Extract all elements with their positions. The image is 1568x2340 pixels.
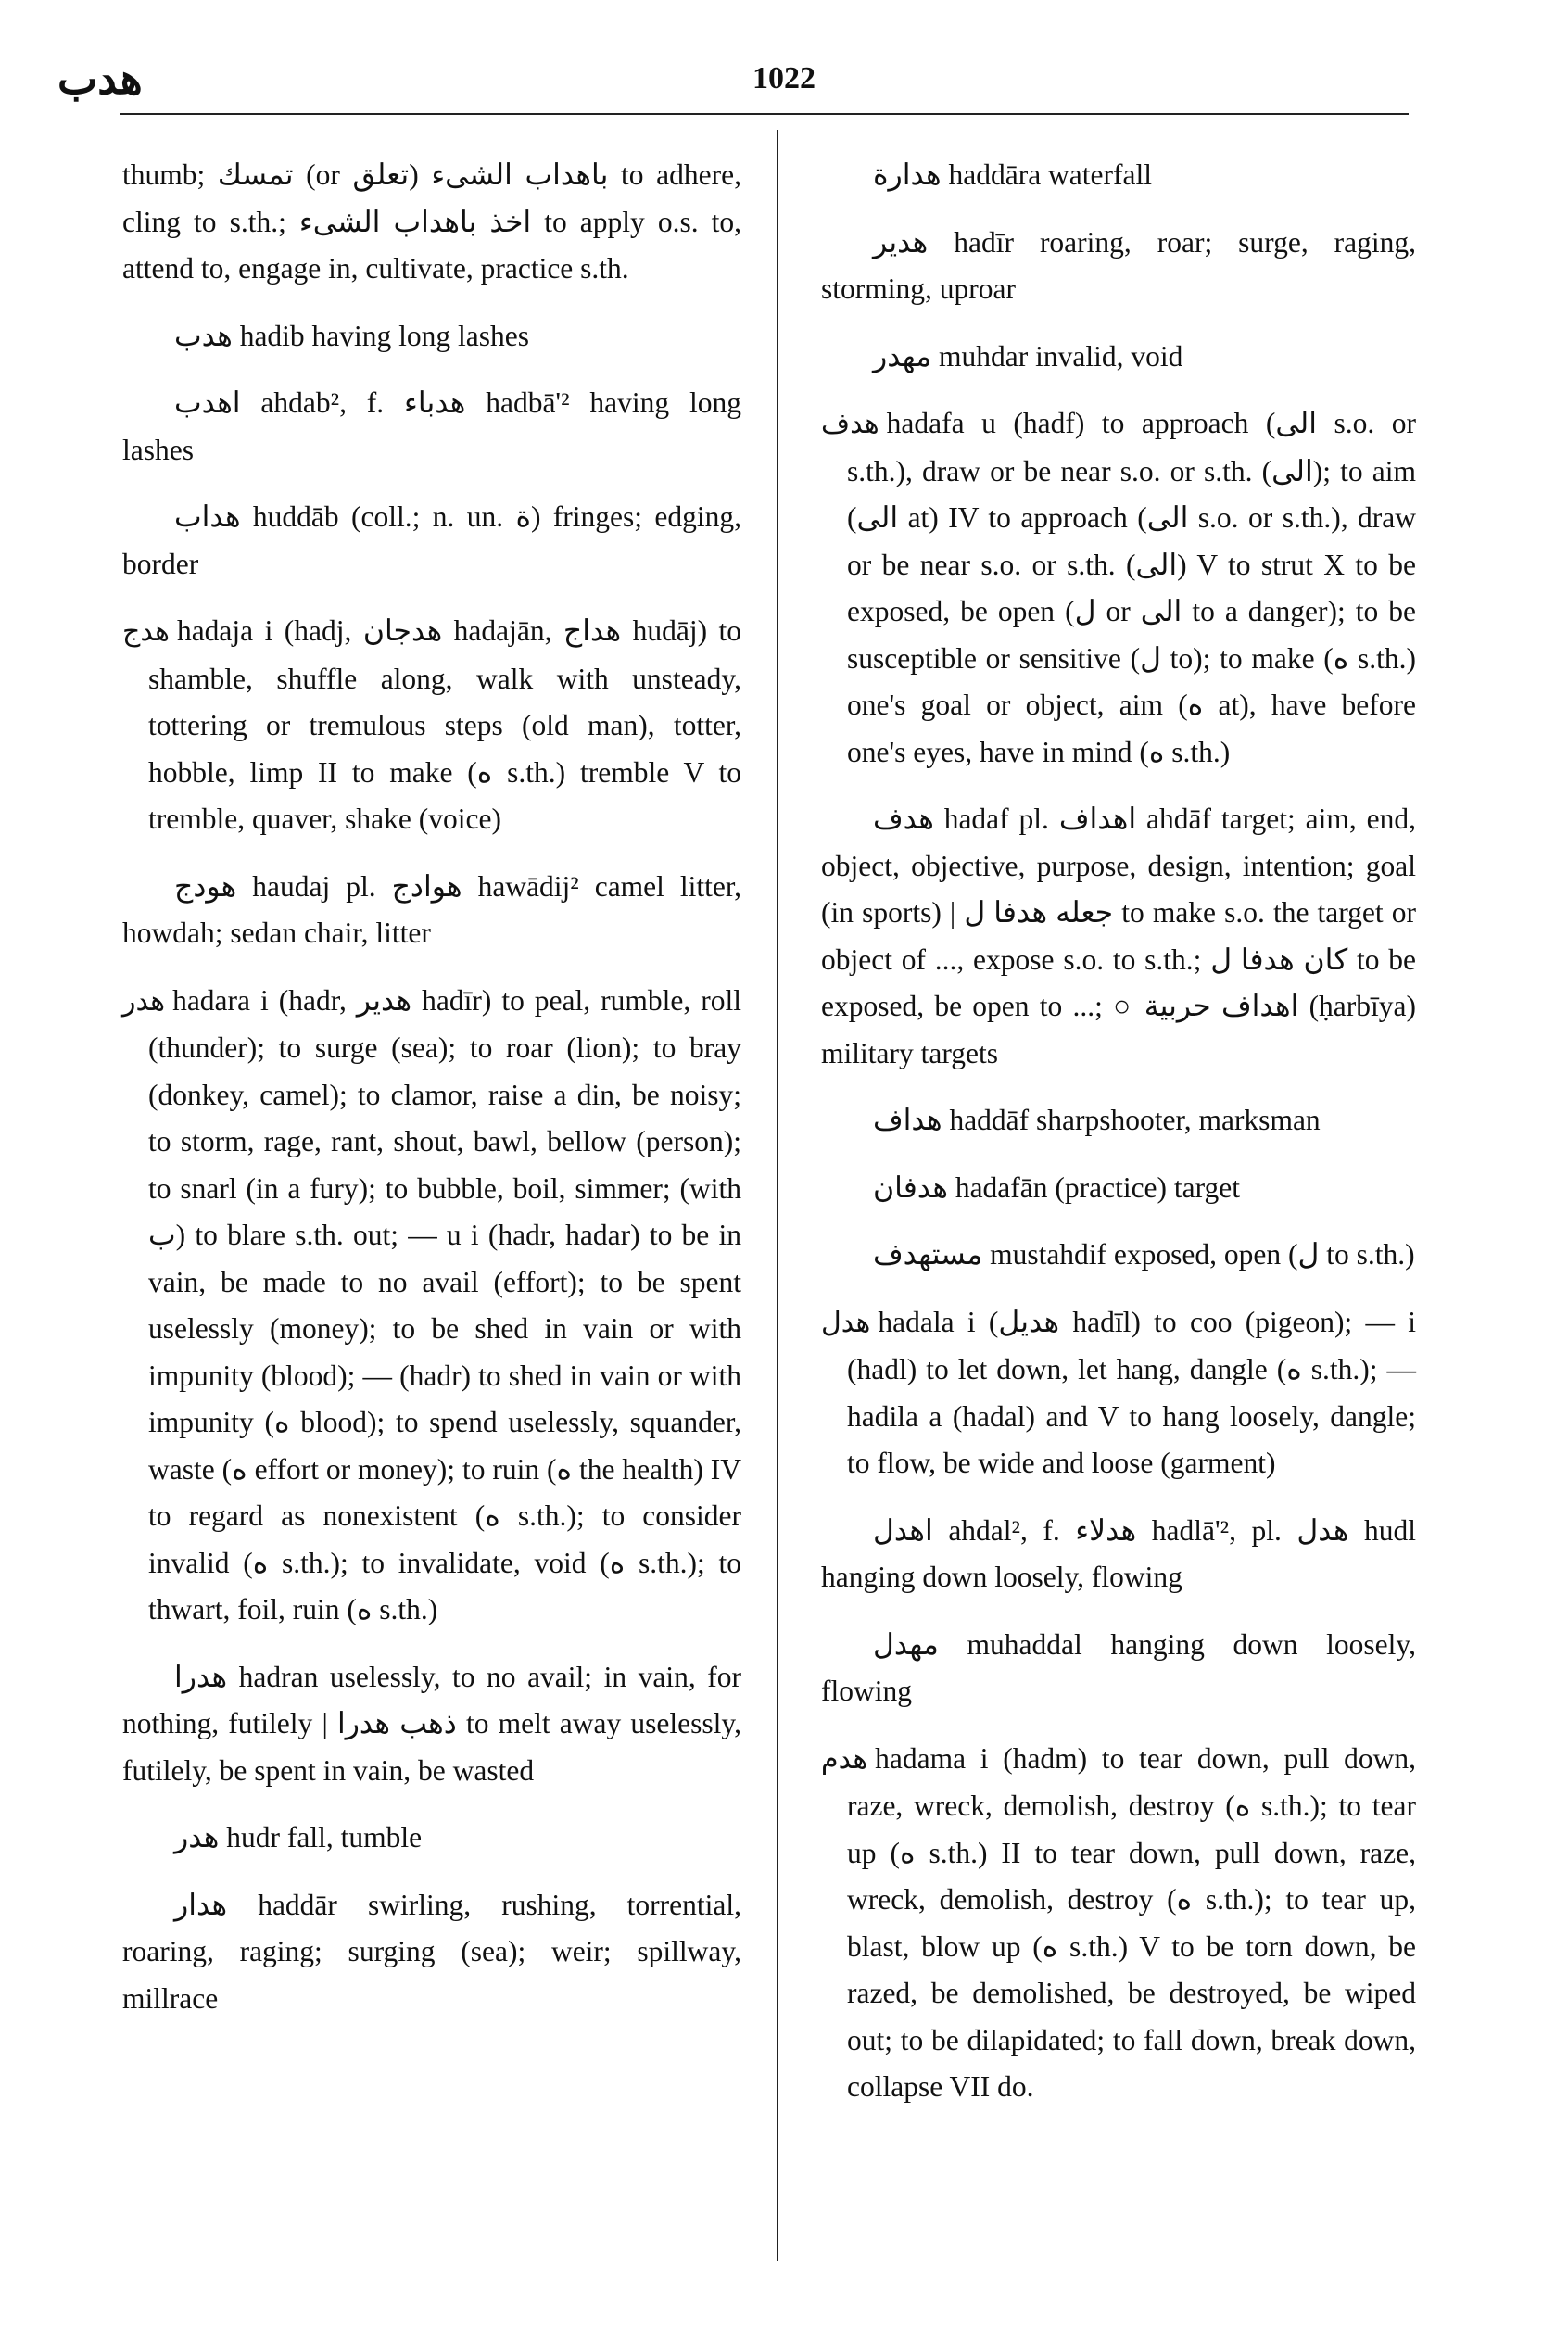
entry-text: hadala i (هديل hadīl) to coo (pigeon); — i (hadl) to let down, let hang, dangle (ه s.th.); — hadila a (hadal) and V to hang loosely, dangle; to flow, be wide and loose (garment) [847,1305,1416,1479]
dictionary-entry [122,1882,741,2023]
running-head: هدب [57,54,143,104]
dictionary-entry [122,494,741,588]
dictionary-entry [821,220,1416,313]
root-word: هدر [122,984,166,1018]
entry-text: هدفان hadafān (practice) target [873,1170,1241,1204]
page-header [0,0,1568,130]
entry-text: هودج haudaj pl. هوادج hawādij² camel litter, howdah; sedan chair, litter [122,869,742,949]
root-word: هدل [821,1306,871,1339]
dictionary-entry [821,1232,1416,1279]
entry-text: هدار haddār swirling, rushing, torrential, roaring, raging; surging (sea); weir; spillway, millrace [122,1888,741,2015]
entry-text: هداب huddāb (coll.; n. un. ة) fringes; edging, border [122,500,741,580]
dictionary-entry [821,1508,1416,1601]
entry-text: هدف hadaf pl. اهداف ahdāf target; aim, end, object, objective, purpose, design, intention; goal (in sports) | جعله هدفا ل to make s.o. the target or object of ..., expose s.o. to s.th.; كان هدفا ل to be exposed, be open to ...; ○ اهداف حربية (ḥarbīya) military targets [821,803,1417,1069]
root-word: هدم [821,1742,868,1776]
dictionary-entry [122,380,741,474]
entry-text: hadafa u (hadf) to approach (الى s.o. or s.th.), draw or be near s.o. or s.th. (الى); to aim (الى at) IV to approach (الى s.o. or s.th.), draw or be near s.o. or s.th. (الى) V to strut X to be exposed, be open (ل or الى to a danger); to be susceptible or sensitive (ل to); to make (ه s.th.) one's goal or object, aim (ه at), have before one's eyes, have in mind (ه s.th.) [847,407,1417,768]
entry-text: hadara i (hadr, هدير hadīr) to peal, rumble, roll (thunder); to surge (sea); to roar (lion); to bray (donkey, camel); to clamor, raise a din, be noisy; to storm, rage, rant, shout, bawl, bellow (person); to snarl (in a fury); to bubble, boil, simmer; (with ب) to blare s.th. out; — u i (hadr, hadar) to be in vain, be made to no avail (effort); to be spent uselessly (money); to be shed in vain or with impunity (blood); — (hadr) to shed in vain or with impunity (ه blood); to spend uselessly, squander, waste (ه effort or money); to ruin (ه the health) IV to regard as nonexistent (ه s.th.); to consider invalid (ه s.th.); to invalidate, void (ه s.th.); to thwart, foil, ruin (ه s.th.) [148,983,741,1625]
dictionary-entry [122,313,741,360]
dictionary-entry [122,152,741,293]
entry-text: هداف haddāf sharpshooter, marksman [873,1104,1321,1136]
entry-text: اهدل ahdal², f. هدلاء hadlā'², pl. هدل hudl hanging down loosely, flowing [821,1513,1416,1593]
entry-text: thumb; تمسك (or تعلق) باهداب الشىء to adhere, cling to s.th.; اخذ باهداب الشىء to apply o.s. to, attend to, engage in, cultivate, practice s.th. [122,158,741,285]
dictionary-entry [122,1815,741,1862]
dictionary-entry [821,1097,1416,1145]
entry-text: اهدب ahdab², f. هدباء hadbā'² having long lashes [122,386,741,466]
right-column [821,152,1416,2131]
root-entry [821,400,1416,776]
page-number: 1022 [752,61,816,95]
root-entry [821,1299,1416,1487]
root-entry [821,1736,1416,2111]
entry-text: هدارة haddāra waterfall [873,158,1152,191]
header-rule [120,113,1409,115]
entry-text: هدب hadib having long lashes [174,319,530,352]
root-entry [122,608,741,843]
dictionary-entry [821,152,1416,199]
entry-text: hadaja i (hadj, هدجان hadajān, هداج hudāj) to shamble, shuffle along, walk with unsteady, tottering or tremulous steps (old man), totter, hobble, limp II to make (ه s.th.) tremble V to tremble, quaver, shake (voice) [148,614,742,835]
dictionary-entry [821,334,1416,381]
dictionary-entry [122,864,741,957]
left-column [122,152,741,2043]
entry-text: هدرا hadran uselessly, to no avail; in vain, for nothing, futilely | ذهب هدرا to melt away uselessly, futilely, be spent in vain, be wasted [122,1660,741,1787]
entry-text: هدير hadīr roaring, roar; surge, raging, storming, uproar [821,225,1416,305]
dictionary-entry [821,1165,1416,1212]
column-divider [777,130,778,2261]
entry-text: هدر hudr fall, tumble [174,1821,423,1853]
root-word: هدف [821,408,879,440]
dictionary-entry [122,1654,741,1795]
entry-text: مستهدف mustahdif exposed, open (ل to s.th.) [873,1238,1415,1271]
dictionary-entry [821,796,1416,1077]
entry-text: hadama i (hadm) to tear down, pull down, raze, wreck, demolish, destroy (ه s.th.); to tear up (ه s.th.) II to tear down, pull down, raze, wreck, demolish, destroy (ه s.th.); to tear up, blast, blow up (ه s.th.) V to be torn down, be razed, be demolished, be destroyed, be wiped out; to be dilapidated; to fall down, break down, collapse VII do. [847,1741,1416,2103]
root-entry [122,978,741,1634]
entry-text: مهدر muhdar invalid, void [873,339,1183,373]
dictionary-entry [821,1622,1416,1715]
root-word: هدج [122,615,170,648]
entry-text: مهدل muhaddal hanging down loosely, flowing [821,1627,1416,1707]
